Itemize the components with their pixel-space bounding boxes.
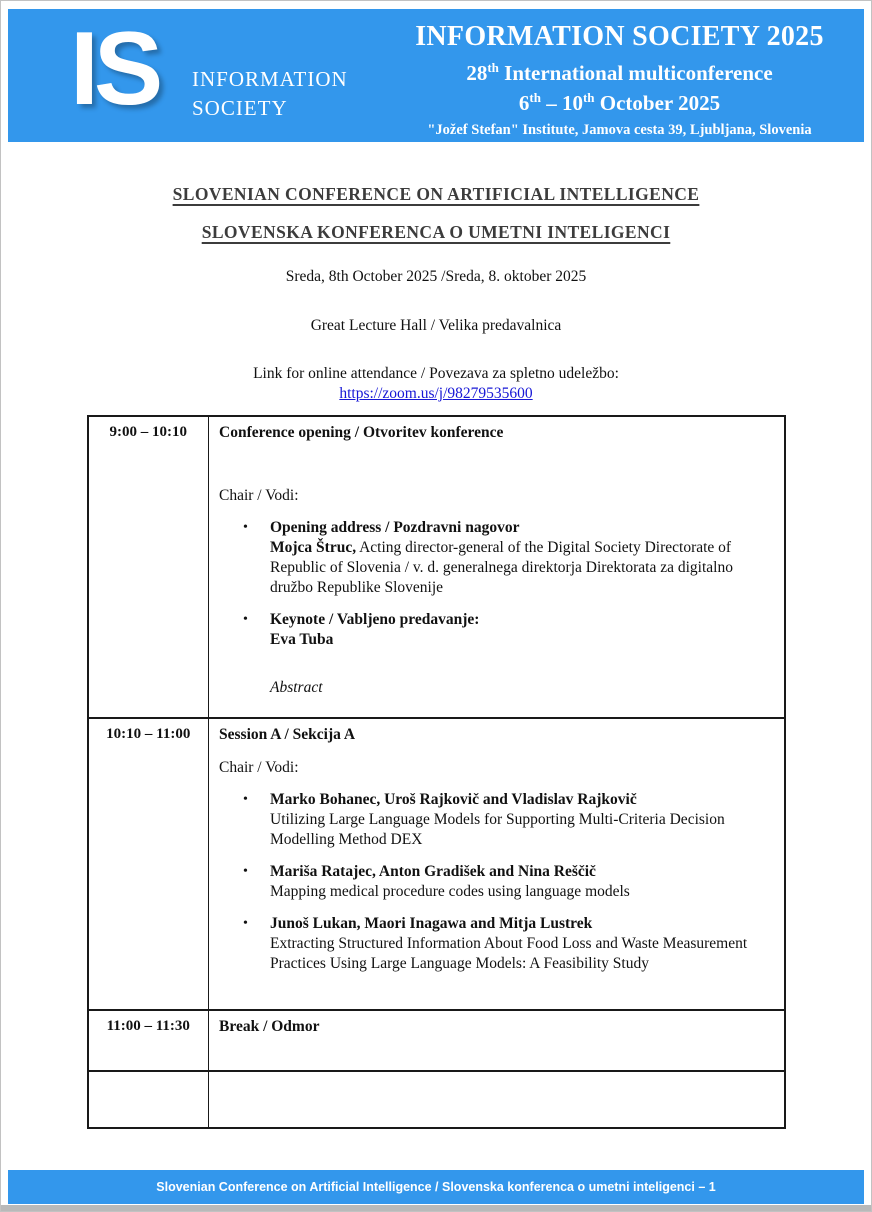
time-cell xyxy=(88,1071,209,1128)
table-row-opening xyxy=(88,416,785,718)
venue-hall-line: Great Lecture Hall / Velika predavalnica xyxy=(310,317,562,334)
zoom-link[interactable]: https://zoom.us/j/98279535600 xyxy=(339,385,533,402)
banner-title: INFORMATION SOCIETY 2025 xyxy=(415,21,824,52)
paper-authors: Marko Bohanec, Uroš Rajkovič and Vladislav Rajkovič xyxy=(270,791,637,808)
session-items xyxy=(219,790,774,974)
paper-authors: Mariša Ratajec, Anton Gradišek and Nina Reščič xyxy=(270,863,596,880)
conference-title-en: SLOVENIAN CONFERENCE ON ARTIFICIAL INTELLIGENCE xyxy=(172,184,700,204)
online-attendance-label: Link for online attendance / Povezava za spletno udeležbo: xyxy=(253,365,619,382)
banner-venue: "Jožef Stefan" Institute, Jamova cesta 39, Ljubljana, Slovenia xyxy=(427,122,812,138)
list-item xyxy=(219,518,774,598)
bullet-icon: • xyxy=(243,916,248,931)
time-cell: 10:10 – 11:00 xyxy=(88,718,209,1010)
list-item xyxy=(219,610,774,650)
conference-date-line: Sreda, 8th October 2025 /Sreda, 8. oktober 2025 xyxy=(285,268,587,285)
schedule-table xyxy=(87,415,786,1129)
chair-label: Chair / Vodi: xyxy=(219,759,299,776)
is-logo: IS xyxy=(70,11,159,127)
banner-dates: 6th – 10th October 2025 xyxy=(518,90,721,115)
table-row-session-a xyxy=(88,718,785,1010)
session-items xyxy=(219,518,774,650)
is-logo-wordmark xyxy=(192,65,348,123)
paper-title: Extracting Structured Information About Food Loss and Waste Measurement Practices Using Large Language Models: A Feasibility Study xyxy=(270,935,748,972)
bullet-icon: • xyxy=(243,612,248,627)
session-title: Conference opening / Otvoritev konference xyxy=(219,424,504,441)
banner-text-block xyxy=(383,21,856,139)
online-attendance-link-line xyxy=(1,385,871,403)
item-title: Keynote / Vabljeno predavanje: xyxy=(270,611,480,628)
session-cell xyxy=(209,718,785,1010)
conference-title-sl: SLOVENSKA KONFERENCA O UMETNI INTELIGENCI xyxy=(201,222,671,242)
list-item xyxy=(219,790,774,850)
bullet-icon: • xyxy=(243,864,248,879)
time-cell: 11:00 – 11:30 xyxy=(88,1010,209,1071)
logo-word-society: SOCIETY xyxy=(192,96,288,120)
session-title: Session A / Sekcija A xyxy=(219,726,356,743)
page-content xyxy=(1,142,871,1129)
list-item xyxy=(219,914,774,974)
logo-word-information: INFORMATION xyxy=(192,67,348,91)
conference-banner xyxy=(8,9,864,142)
banner-subtitle: 28th International multiconference xyxy=(466,60,773,85)
paper-title: Utilizing Large Language Models for Supporting Multi-Criteria Decision Modelling Method DEX xyxy=(270,811,725,848)
session-title: Break / Odmor xyxy=(219,1018,320,1035)
bullet-icon: • xyxy=(243,520,248,535)
session-cell xyxy=(209,1071,785,1128)
session-cell xyxy=(209,1010,785,1071)
item-speaker-desc xyxy=(270,538,766,598)
paper-authors: Junoš Lukan, Maori Inagawa and Mitja Lustrek xyxy=(270,915,593,932)
footer-text: Slovenian Conference on Artificial Intelligence / Slovenska konferenca o umetni inteligenci – 1 xyxy=(156,1180,716,1194)
abstract-label: Abstract xyxy=(270,679,323,696)
item-title: Opening address / Pozdravni nagovor xyxy=(270,519,520,536)
table-row-empty xyxy=(88,1071,785,1128)
list-item xyxy=(219,862,774,902)
table-row-break xyxy=(88,1010,785,1071)
paper-title: Mapping medical procedure codes using language models xyxy=(270,883,630,900)
speaker-name: Mojca Štruc, xyxy=(270,539,357,556)
footer-bar xyxy=(8,1170,864,1204)
time-cell: 9:00 – 10:10 xyxy=(88,416,209,718)
page-bottom-edge xyxy=(1,1205,871,1211)
session-cell xyxy=(209,416,785,718)
speaker-affiliation: Acting director-general of the Digital Society Directorate of Republic of Slovenia / v. d. generalnega direktorja Direktorata za digitalno družbo Republike Slovenije xyxy=(270,539,733,596)
speaker-name: Eva Tuba xyxy=(270,631,334,648)
chair-label: Chair / Vodi: xyxy=(219,487,299,504)
bullet-icon: • xyxy=(243,792,248,807)
